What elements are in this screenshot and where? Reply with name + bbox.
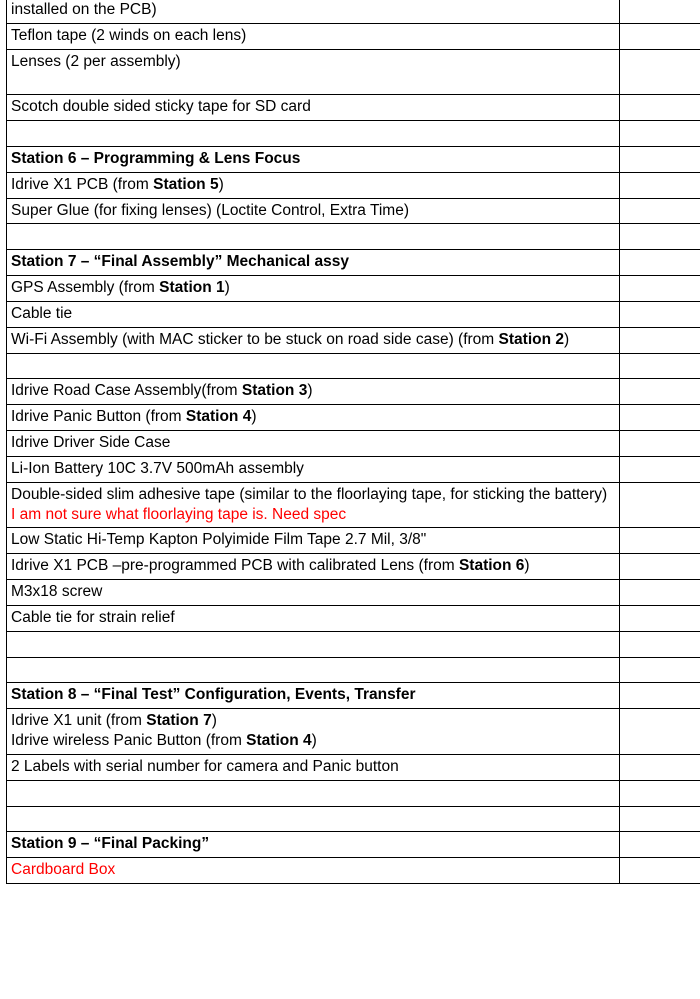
table-row [7, 224, 700, 250]
row-description-cell [7, 482, 620, 528]
row-quantity-cell [620, 605, 700, 631]
row-description-cell [7, 858, 620, 884]
cell-line [11, 278, 615, 298]
row-quantity-cell [620, 709, 700, 755]
emphasis-text: Station 6 [458, 557, 525, 575]
cell-line [11, 485, 615, 525]
text-run: Idrive X1 PCB (from [11, 175, 154, 193]
row-description-cell [7, 709, 620, 755]
row-quantity-cell [620, 172, 700, 198]
row-description-cell [7, 832, 620, 858]
text-run: Idrive Road Case Assembly(from [11, 382, 242, 400]
text-run: Wi-Fi Assembly (with MAC sticker to be stuck on road side case) (from [11, 330, 499, 348]
row-description-cell [7, 580, 620, 606]
cell-line [11, 834, 615, 854]
cell-line [11, 731, 615, 751]
table-row [7, 121, 700, 147]
emphasis-text: Station 4 [185, 408, 252, 426]
cell-line [11, 149, 615, 169]
row-quantity-cell [620, 554, 700, 580]
cell-line [11, 381, 615, 401]
row-description-cell [7, 146, 620, 172]
cell-line [11, 459, 615, 479]
emphasis-text: Station 3 [241, 382, 308, 400]
table-row [7, 858, 700, 884]
row-description-cell [7, 250, 620, 276]
row-quantity-cell [620, 250, 700, 276]
emphasis-text: Station 8 – “Final Test” Configuration, Events, Transfer [11, 686, 416, 704]
row-description-cell [7, 23, 620, 49]
cell-line [11, 252, 615, 272]
row-quantity-cell [620, 405, 700, 431]
table-row [7, 806, 700, 832]
cell-line [11, 52, 615, 72]
table-row [7, 95, 700, 121]
bill-of-materials-table [6, 0, 700, 884]
row-quantity-cell [620, 858, 700, 884]
emphasis-text: Station 4 [246, 732, 312, 750]
text-run: Idrive Panic Button (from [11, 408, 186, 426]
emphasis-text: Station 6 – Programming & Lens Focus [11, 149, 301, 167]
emphasis-text: Station 9 – “Final Packing” [11, 835, 210, 853]
text-run: ) [251, 408, 257, 426]
row-quantity-cell [620, 780, 700, 806]
row-description-cell [7, 657, 620, 683]
text-run: Scotch double sided sticky tape for SD card [11, 98, 311, 116]
text-run: M3x18 screw [11, 583, 103, 601]
text-run: Low Static Hi-Temp Kapton Polyimide Film Tape 2.7 Mil, 3/8" [11, 531, 427, 549]
text-run: Cable tie for strain relief [11, 608, 175, 626]
text-run: Double-sided slim adhesive tape (similar to the floorlaying tape, for sticking the battery) [11, 485, 608, 503]
text-run: ) [307, 382, 313, 400]
table-row [7, 301, 700, 327]
cell-line [11, 330, 615, 350]
text-run: Teflon tape (2 winds on each lens) [11, 26, 247, 44]
text-run: ) [311, 732, 317, 750]
cell-line [11, 530, 615, 550]
row-quantity-cell [620, 431, 700, 457]
row-quantity-cell [620, 276, 700, 302]
table-row [7, 709, 700, 755]
row-description-cell [7, 605, 620, 631]
text-run: installed on the PCB) [11, 1, 157, 18]
row-description-cell [7, 172, 620, 198]
table-row [7, 482, 700, 528]
text-run: Cable tie [11, 304, 73, 322]
emphasis-text: Station 7 [146, 712, 212, 730]
row-description-cell [7, 405, 620, 431]
cell-line [11, 582, 615, 602]
annotation-text: I am not sure what floorlaying tape is. Need spec [11, 505, 347, 523]
emphasis-text: Station 1 [159, 279, 225, 297]
table-row [7, 605, 700, 631]
table-row [7, 198, 700, 224]
table-row [7, 683, 700, 709]
row-description-cell [7, 301, 620, 327]
row-quantity-cell [620, 198, 700, 224]
row-description-cell [7, 276, 620, 302]
table-row [7, 554, 700, 580]
cell-blank-line [11, 71, 615, 91]
row-description-cell [7, 0, 620, 23]
row-description-cell [7, 528, 620, 554]
table-row [7, 49, 700, 95]
row-quantity-cell [620, 631, 700, 657]
row-quantity-cell [620, 832, 700, 858]
row-quantity-cell [620, 683, 700, 709]
row-quantity-cell [620, 146, 700, 172]
table-row [7, 250, 700, 276]
row-description-cell [7, 683, 620, 709]
emphasis-text: Station 2 [498, 330, 564, 348]
text-run: ) [524, 557, 530, 575]
row-quantity-cell [620, 528, 700, 554]
row-quantity-cell [620, 456, 700, 482]
row-quantity-cell [620, 23, 700, 49]
cell-line [11, 757, 615, 777]
table-body [7, 0, 700, 883]
row-quantity-cell [620, 754, 700, 780]
row-quantity-cell [620, 327, 700, 353]
text-run: 2 Labels with serial number for camera and Panic button [11, 757, 399, 775]
row-description-cell [7, 431, 620, 457]
row-description-cell [7, 754, 620, 780]
cell-line [11, 407, 615, 427]
table-row [7, 780, 700, 806]
row-quantity-cell [620, 353, 700, 379]
text-run: Idrive Driver Side Case [11, 434, 171, 452]
table-row [7, 528, 700, 554]
row-quantity-cell [620, 95, 700, 121]
row-quantity-cell [620, 580, 700, 606]
row-description-cell [7, 554, 620, 580]
cell-line [11, 175, 615, 195]
cell-line [11, 556, 615, 576]
row-description-cell [7, 631, 620, 657]
text-run: Super Glue (for fixing lenses) (Loctite Control, Extra Time) [11, 201, 409, 219]
table-row [7, 353, 700, 379]
cell-line [11, 860, 615, 880]
row-description-cell [7, 49, 620, 95]
row-description-cell [7, 353, 620, 379]
row-description-cell [7, 780, 620, 806]
table-row [7, 580, 700, 606]
text-run: Lenses (2 per assembly) [11, 52, 181, 70]
text-run: Idrive wireless Panic Button (from [11, 732, 247, 750]
table-row [7, 657, 700, 683]
table-row [7, 172, 700, 198]
text-run: Idrive X1 unit (from [11, 712, 147, 730]
text-run: ) [563, 330, 570, 348]
row-quantity-cell [620, 806, 700, 832]
table-row [7, 832, 700, 858]
table-row [7, 456, 700, 482]
row-quantity-cell [620, 224, 700, 250]
row-description-cell [7, 379, 620, 405]
cell-line [11, 304, 615, 324]
table-row [7, 276, 700, 302]
text-run: GPS Assembly (from [11, 279, 160, 297]
emphasis-text: Station 7 – “Final Assembly” Mechanical assy [11, 253, 349, 271]
text-run: ) [224, 279, 230, 297]
row-description-cell [7, 327, 620, 353]
table-row [7, 754, 700, 780]
text-run: ) [211, 712, 217, 730]
row-description-cell [7, 806, 620, 832]
table-row [7, 327, 700, 353]
annotation-text: Cardboard Box [11, 861, 116, 879]
table-row [7, 379, 700, 405]
table-row [7, 23, 700, 49]
row-quantity-cell [620, 301, 700, 327]
table-row [7, 146, 700, 172]
cell-line [11, 0, 615, 20]
cell-line [11, 433, 615, 453]
row-description-cell [7, 121, 620, 147]
cell-line [11, 685, 615, 705]
row-quantity-cell [620, 482, 700, 528]
cell-line [11, 26, 615, 46]
row-description-cell [7, 224, 620, 250]
table-row [7, 431, 700, 457]
table-row [7, 405, 700, 431]
text-run: Li-Ion Battery 10C 3.7V 500mAh assembly [11, 459, 304, 477]
row-quantity-cell [620, 0, 700, 23]
row-quantity-cell [620, 379, 700, 405]
cell-line [11, 97, 615, 117]
row-description-cell [7, 198, 620, 224]
text-run: ) [218, 175, 224, 193]
cell-line [11, 711, 615, 731]
row-description-cell [7, 456, 620, 482]
cell-line [11, 608, 615, 628]
table-row [7, 631, 700, 657]
row-quantity-cell [620, 657, 700, 683]
emphasis-text: Station 5 [153, 175, 219, 193]
cell-line [11, 201, 615, 221]
row-description-cell [7, 95, 620, 121]
row-quantity-cell [620, 121, 700, 147]
text-run: Idrive X1 PCB –pre-programmed PCB with calibrated Lens (from [11, 557, 459, 575]
row-quantity-cell [620, 49, 700, 95]
table-row [7, 0, 700, 23]
